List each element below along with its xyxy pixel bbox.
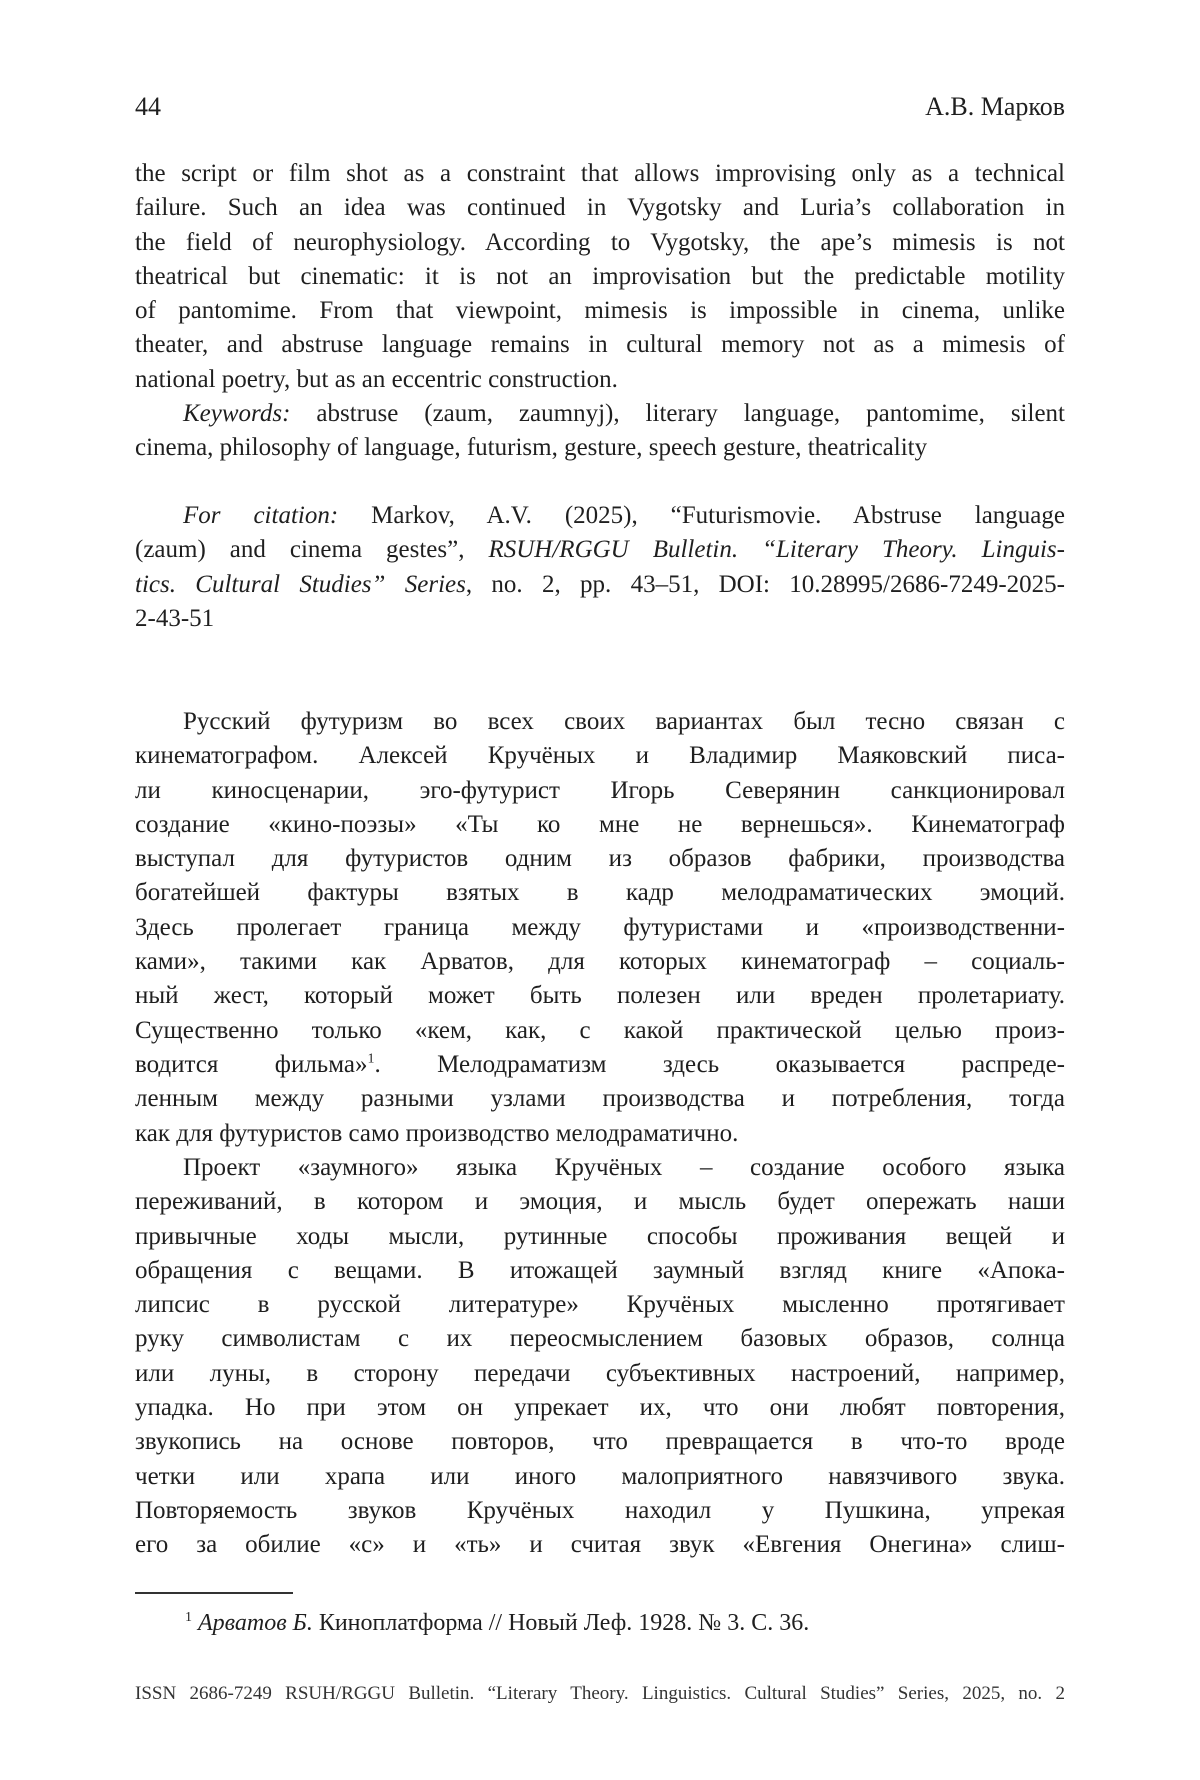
body-paragraph-1 [135,705,1065,1151]
text-segment: Markov, A.V. (2025), “Futurismovie. Abstruse language [338,502,1065,529]
text-line [135,1494,1065,1528]
keywords [135,397,1065,466]
text-segment: богатейшей фактуры взятых в кадр мелодраматических эмоций. [135,879,1065,906]
text-line [135,739,1065,773]
text-segment: ками», такими как Арватов, для которых кинематограф – социаль- [135,948,1065,975]
text-segment: ли киносценарии, эго-футурист Игорь Северянин санкционировал [135,777,1065,804]
text-line [135,979,1065,1013]
text-line [135,1048,1065,1082]
text-segment: как для футуристов само производство мелодраматично. [135,1120,738,1147]
text-line [135,1528,1065,1562]
text-segment: переживаний, в котором и эмоция, и мысль будет опережать наши [135,1188,1065,1215]
text-segment: ленным между разными узлами производства и потребления, тогда [135,1085,1065,1112]
text-line [135,568,1065,602]
text-segment: четки или храпа или иного малоприятного навязчивого звука. [135,1463,1065,1490]
text-segment: , no. 2, pp. 43–51, DOI: 10.28995/2686-7249-2025- [466,571,1065,598]
text-segment: обращения с вещами. В итожащей заумный взгляд книге «Апока- [135,1257,1065,1284]
text-line [135,260,1065,294]
text-line [135,876,1065,910]
italic-text: tics. Cultural Studies” Series [135,571,466,598]
text-segment: ный жест, который может быть полезен или вреден пролетариату. [135,982,1065,1009]
italic-text: Keywords: [183,400,290,427]
text-line [135,157,1065,191]
text-segment: привычные ходы мысли, рутинные способы проживания вещей и [135,1223,1065,1250]
body-paragraph-2 [135,1151,1065,1563]
footnote-text: Киноплатформа // Новый Леф. 1928. № 3. С. 36. [313,1610,809,1636]
text-line [135,1460,1065,1494]
page-number: 44 [135,90,161,124]
running-header [135,90,1065,124]
citation [135,499,1065,636]
text-segment: Русский футуризм во всех своих вариантах был тесно связан с [183,708,1065,735]
text-segment: cinema, philosophy of language, futurism, gesture, speech gesture, theatricality [135,434,927,461]
text-line [135,1357,1065,1391]
text-segment: failure. Such an idea was continued in Vygotsky and Luria’s collaboration in [135,194,1065,221]
text-segment: national poetry, but as an eccentric construction. [135,366,618,393]
text-segment: звукопись на основе повторов, что превращается в что-то вроде [135,1428,1065,1455]
text-segment: abstruse (zaum, zaumnyj), literary language, pantomime, silent [290,400,1065,427]
footnote-number: 1 [185,1610,192,1625]
text-line [135,533,1065,567]
text-line [135,1117,1065,1151]
text-line [135,1151,1065,1185]
text-segment: кинематографом. Алексей Кручёных и Владимир Маяковский писа- [135,742,1065,769]
text-segment: 2-43-51 [135,605,214,632]
footnote-reference: 1 [367,1052,374,1067]
footnote-author: Арватов Б. [198,1610,313,1636]
text-segment: the script or film shot as a constraint that allows improvising only as a technical [135,160,1065,187]
text-line [135,499,1065,533]
text-line [135,328,1065,362]
text-segment: руку символистам с их переосмыслением базовых образов, солнца [135,1325,1065,1352]
running-author: А.В. Марков [925,90,1065,124]
text-line [135,1254,1065,1288]
text-line [135,705,1065,739]
text-segment: упадка. Но при этом он упрекает их, что они любят повторения, [135,1394,1065,1421]
text-line [135,774,1065,808]
text-line [135,1082,1065,1116]
text-line [135,842,1065,876]
text-segment: выступал для футуристов одним из образов фабрики, производства [135,845,1065,872]
text-segment: of pantomime. From that viewpoint, mimesis is impossible in cinema, unlike [135,297,1065,324]
text-segment: Существенно только «кем, как, с какой практической целью произ- [135,1017,1065,1044]
text-line [135,602,1065,636]
text-line [135,911,1065,945]
abstract [135,157,1065,397]
text-segment: theater, and abstruse language remains in cultural memory not as a mimesis of [135,331,1065,358]
text-line [135,431,1065,465]
text-segment: липсис в русской литературе» Кручёных мысленно протягивает [135,1291,1065,1318]
text-segment: его за обилие «с» и «ть» и считая звук «Евгения Онегина» слиш- [135,1531,1065,1558]
text-line [135,397,1065,431]
text-line [135,1185,1065,1219]
text-line [135,1288,1065,1322]
footnote [135,1606,1065,1640]
text-line [135,1425,1065,1459]
text-segment: . Мелодраматизм здесь оказывается распреде- [374,1051,1065,1078]
italic-text: For citation: [183,502,338,529]
text-segment: создание «кино-поэзы» «Ты ко мне не вернешься». Кинематограф [135,811,1065,838]
text-segment: или луны, в сторону передачи субъективных настроений, например, [135,1360,1065,1387]
text-line [135,808,1065,842]
text-segment: (zaum) and cinema gestes”, [135,536,488,563]
text-line [135,226,1065,260]
footnote-rule [135,1592,293,1594]
text-segment: Здесь пролегает граница между футуристами и «производственни- [135,914,1065,941]
text-line [135,191,1065,225]
text-line [135,1391,1065,1425]
text-line [135,363,1065,397]
text-line [135,1322,1065,1356]
text-segment: водится фильма» [135,1051,367,1078]
text-line [135,294,1065,328]
italic-text: RSUH/RGGU Bulletin. “Literary Theory. Linguis- [488,536,1065,563]
text-segment: Повторяемость звуков Кручёных находил у Пушкина, упрекая [135,1497,1065,1524]
page-footer: ISSN 2686-7249 RSUH/RGGU Bulletin. “Literary Theory. Linguistics. Cultural Studies” Series, 2025, no. 2 [135,1680,1065,1708]
text-segment: theatrical but cinematic: it is not an improvisation but the predictable motility [135,263,1065,290]
text-segment: Проект «заумного» языка Кручёных – создание особого языка [183,1154,1065,1181]
text-segment: the field of neurophysiology. According to Vygotsky, the ape’s mimesis is not [135,229,1065,256]
text-line [135,1220,1065,1254]
text-line [135,1014,1065,1048]
text-line [135,945,1065,979]
